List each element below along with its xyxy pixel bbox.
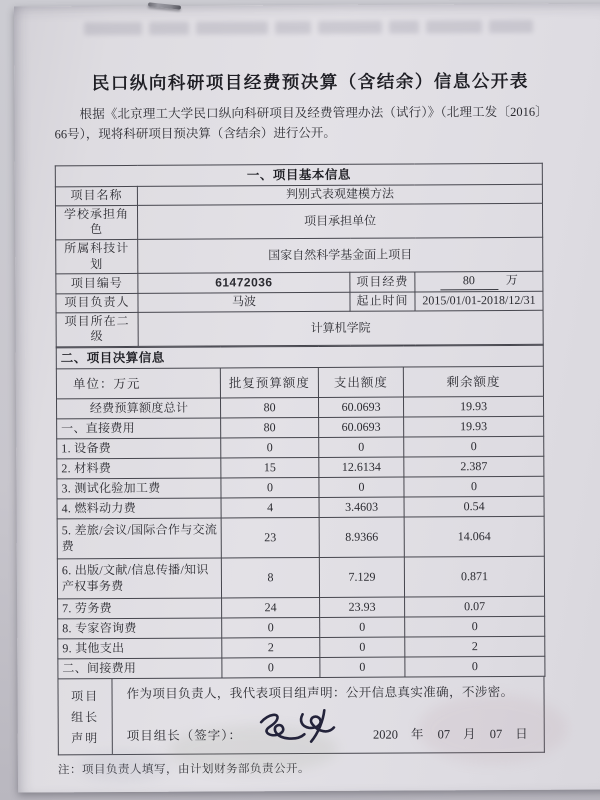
row-label: 一、直接费用 (57, 418, 221, 439)
budget-value: 24 (222, 598, 320, 619)
declaration-side-label (58, 679, 112, 754)
budget-value: 80 (221, 418, 319, 439)
table-row (57, 516, 544, 559)
date-year-unit: 年 (410, 727, 424, 742)
table-row (56, 310, 543, 347)
date-month-unit: 月 (463, 727, 476, 742)
role-value: 项目承担单位 (137, 203, 542, 239)
spent-value: 0 (320, 637, 405, 657)
funds-unit: 万 (505, 273, 518, 288)
spent-value: 23.93 (320, 597, 405, 617)
table-row (58, 636, 545, 659)
footnote: 注：项目负责人填写，由计划财务部负责公开。 (57, 763, 310, 777)
table-row (57, 396, 544, 419)
signature-handwriting (250, 703, 339, 751)
budget-value: 0 (222, 618, 320, 639)
col-unit: 单位：万元 (56, 368, 220, 399)
col-approved-budget: 批复预算额度 (220, 368, 318, 399)
date-month: 07 (437, 727, 451, 742)
budget-value: 23 (221, 518, 319, 559)
row-label: 经费预算额度总计 (57, 398, 221, 419)
basic-info-table (55, 162, 544, 347)
signature-date (370, 724, 536, 743)
side-label-line: 项目 (71, 689, 100, 704)
budget-value: 0 (222, 658, 320, 679)
remain-value: 0.54 (404, 496, 544, 517)
row-label: 3. 测试化验加工费 (57, 478, 221, 499)
table-row (57, 476, 544, 499)
table-row (57, 416, 544, 439)
date-day-unit: 日 (515, 727, 528, 742)
section1-header: 一、项目基本信息 (55, 163, 542, 187)
spent-value: 0 (319, 477, 404, 497)
col-remaining: 剩余额度 (403, 366, 543, 397)
table-row (58, 656, 545, 679)
budget-value: 0 (221, 478, 319, 499)
table-row (58, 616, 545, 639)
remain-value: 19.93 (403, 396, 543, 417)
funds-amount: 80 (440, 273, 498, 290)
budget-value: 4 (221, 498, 319, 519)
table-row (55, 184, 542, 206)
table-row (56, 237, 543, 274)
side-label-line: 组长 (71, 710, 100, 725)
budget-value: 80 (220, 398, 318, 419)
col-spent: 支出额度 (318, 367, 403, 397)
intro-paragraph: 根据《北京理工大学民口纵向科研项目及经费管理办法（试行）》（北理工发〔2016〕66号），现将科研项目预决算（含结余）进行公开。 (54, 104, 542, 142)
spent-value: 0 (319, 437, 404, 457)
date-year: 2020 (372, 727, 399, 742)
sign-label: 项目组长（签字）： (126, 728, 243, 744)
project-name-label: 项目名称 (55, 186, 137, 205)
remain-value: 0 (405, 656, 545, 677)
row-label: 9. 其他支出 (58, 638, 222, 659)
row-label: 二、间接费用 (58, 658, 222, 679)
spent-value: 12.6134 (319, 457, 404, 477)
table-row (57, 436, 544, 459)
declaration-box (57, 677, 544, 756)
project-number-label: 项目编号 (56, 274, 138, 294)
remain-value: 0.871 (404, 556, 544, 597)
document-title: 民口纵向科研项目经费预决算（含结余）信息公开表 (91, 70, 529, 94)
date-day: 07 (489, 727, 503, 742)
period-label: 起止时间 (350, 292, 415, 311)
budget-value: 2 (222, 638, 320, 659)
row-label: 7. 劳务费 (58, 598, 222, 619)
row-label: 8. 专家咨询费 (58, 618, 222, 639)
table-row (58, 596, 545, 619)
page-showthrough-top (84, 20, 544, 38)
funds-label: 项目经费 (350, 272, 415, 292)
dept-label: 项目所在二级 (56, 312, 138, 347)
column-header-row (56, 366, 543, 399)
remain-value: 19.93 (404, 416, 544, 437)
role-label: 学校承担角色 (55, 205, 137, 240)
table-row (57, 496, 544, 519)
remain-value: 0 (404, 436, 544, 457)
program-label: 所属科技计划 (56, 239, 138, 274)
table-row (57, 456, 544, 479)
spent-value: 0 (320, 657, 405, 677)
table-row (56, 291, 543, 313)
period-value: 2015/01/01-2018/12/31 (415, 291, 543, 311)
table-row (55, 203, 542, 240)
remain-value: 14.064 (404, 516, 544, 557)
spent-value: 3.4603 (319, 497, 404, 517)
remain-value: 2.387 (404, 456, 544, 477)
budget-value: 0 (221, 438, 319, 459)
budget-value: 15 (221, 458, 319, 479)
declaration-content (112, 677, 543, 754)
remain-value: 2 (405, 636, 545, 657)
row-label: 6. 出版/文献/信息传播/知识产权事务费 (57, 558, 221, 599)
table-row (56, 271, 543, 293)
paper-sheet (14, 3, 600, 792)
budget-value: 8 (221, 558, 319, 599)
remain-value: 0 (404, 476, 544, 497)
budget-final-table (56, 345, 546, 680)
section2-header: 二、项目决算信息 (56, 345, 543, 369)
spent-value: 0 (320, 617, 405, 637)
project-name-value: 判别式表观建模方法 (137, 184, 542, 205)
row-label: 4. 燃料动力费 (57, 498, 221, 519)
spent-value: 60.0693 (318, 397, 403, 417)
spent-value: 7.129 (319, 557, 404, 597)
declaration-statement: 作为项目负责人，我代表项目组声明：公开信息真实准确，不涉密。 (126, 685, 514, 702)
remain-value: 0 (405, 616, 545, 637)
signature-row (127, 706, 536, 744)
row-label: 1. 设备费 (57, 438, 221, 459)
row-label: 5. 差旅/会议/国际合作与交流费 (57, 518, 221, 559)
dept-value: 计算机学院 (138, 310, 543, 346)
pi-value: 马波 (138, 292, 350, 312)
spent-value: 60.0693 (319, 417, 404, 437)
spent-value: 8.9366 (319, 517, 404, 557)
project-number-value: 61472036 (138, 272, 350, 293)
funds-value-cell (415, 271, 543, 291)
program-value: 国家自然科学基金面上项目 (138, 237, 543, 273)
remain-value: 0.07 (405, 596, 545, 617)
side-label-line: 声明 (71, 731, 100, 746)
table-row (57, 556, 544, 599)
pi-label: 项目负责人 (56, 293, 138, 312)
row-label: 2. 材料费 (57, 458, 221, 479)
